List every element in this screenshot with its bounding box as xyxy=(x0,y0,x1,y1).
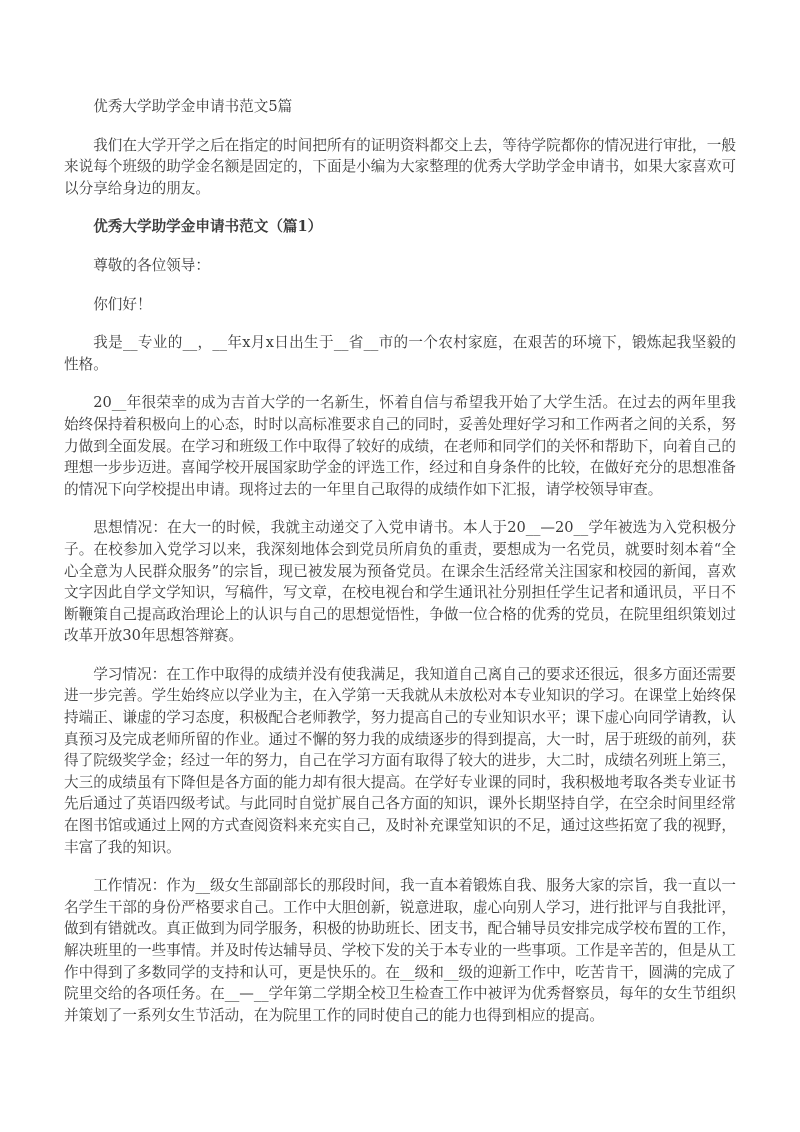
work-paragraph: 工作情况：作为__级女生部副部长的那段时间，我一直本着锻炼自我、服务大家的宗旨，我一直以一名学生干部的身份严格要求自己。工作中大胆创新，锐意进取，虚心向别人学习，进行批评与自我批评，做到有错就改。真正做到为同学服务，积极的协助班长、团支书，配合辅导员安排完成学校布置的工作，解决班里的一些事情。并及时传达辅导员、学校下发的关于本专业的一些事项。工作是辛苦的，但是从工作中得到了多数同学的支持和认可，更是快乐的。在__级和__级的迎新工作中，吃苦肯干，圆满的完成了院里交给的各项任务。在__—__学年第二学期全校卫生检查工作中被评为优秀督察员，每年的女生节组织并策划了一系列女生节活动，在为院里工作的同时使自己的能力也得到相应的提高。 xyxy=(64,877,736,1024)
intro-paragraph: 我们在大学开学之后在指定的时间把所有的证明资料都交上去，等待学院都你的情况进行审批，一般来说每个班级的助学金名额是固定的，下面是小编为大家整理的优秀大学助学金申请书，如果大家喜欢可以分享给身边的朋友。 xyxy=(64,136,736,197)
opening-paragraph: 20__年很荣幸的成为吉首大学的一名新生，怀着自信与希望我开始了大学生活。在过去的两年里我始终保持着积极向上的心态，时时以高标准要求自己的同时，妥善处理好学习和工作两者之间的关系，努力做到全面发展。在学习和班级工作中取得了较好的成绩，在老师和同学们的关怀和帮助下，向着自己的理想一步步迈进。喜闻学校开展国家助学金的评选工作，经过和自身条件的比较，在做好充分的思想准备的情况下向学校提出申请。现将过去的一年里自己取得的成绩作如下汇报，请学校领导审查。 xyxy=(64,394,736,498)
self-intro-paragraph: 我是__专业的__，__年x月x日出生于__省__市的一个农村家庭，在艰苦的环境下，锻炼起我坚毅的性格。 xyxy=(64,334,736,373)
thoughts-paragraph: 思想情况：在大一的时候，我就主动递交了入党申请书。本人于20__—20__学年被选为入党积极分子。在校参加入党学习以来，我深刻地体会到党员所肩负的重责，要想成为一名党员，就要时刻本着“全心全意为人民群众服务”的宗旨，现已被发展为预备党员。在课余生活经常关注国家和校园的新闻，喜欢文字因此自学文学知识，写稿件，写文章，在校电视台和学生通讯社分别担任学生记者和通讯员，平日不断鞭策自己提高政治理论上的认识与自己的思想觉悟性，争做一位合格的优秀的党员，在院里组织策划过改革开放30年思想答辩赛。 xyxy=(64,519,736,645)
study-paragraph: 学习情况：在工作中取得的成绩并没有使我满足，我知道自己离自己的要求还很远，很多方面还需要进一步完善。学生始终应以学业为主，在入学第一天我就从未放松对本专业知识的学习。在课堂上始终保持端正、谦虚的学习态度，积极配合老师教学，努力提高自己的专业知识水平；课下虚心向同学请教，认真预习及完成老师所留的作业。通过不懈的努力我的成绩逐步的得到提高，大一时，居于班级的前列，获得了院级奖学金；经过一年的努力，自己在学习方面有取得了较大的进步，大二时，成绩名列班上第三，大三的成绩虽有下降但是各方面的能力却有很大提高。在学好专业课的同时，我积极地考取各类专业证书先后通过了英语四级考试。与此同时自觉扩展自己各方面的知识，课外长期坚持自学，在空余时间里经常在图书馆或通过上网的方式查阅资料来充实自己，及时补充课堂知识的不足，通过这些拓宽了我的视野，丰富了我的知识。 xyxy=(64,665,736,856)
salutation-line: 尊敬的各位领导： xyxy=(93,256,210,274)
greeting-line: 你们好！ xyxy=(93,295,152,313)
section-heading: 优秀大学助学金申请书范文（篇1） xyxy=(93,218,323,236)
document-title: 优秀大学助学金申请书范文5篇 xyxy=(93,98,293,115)
